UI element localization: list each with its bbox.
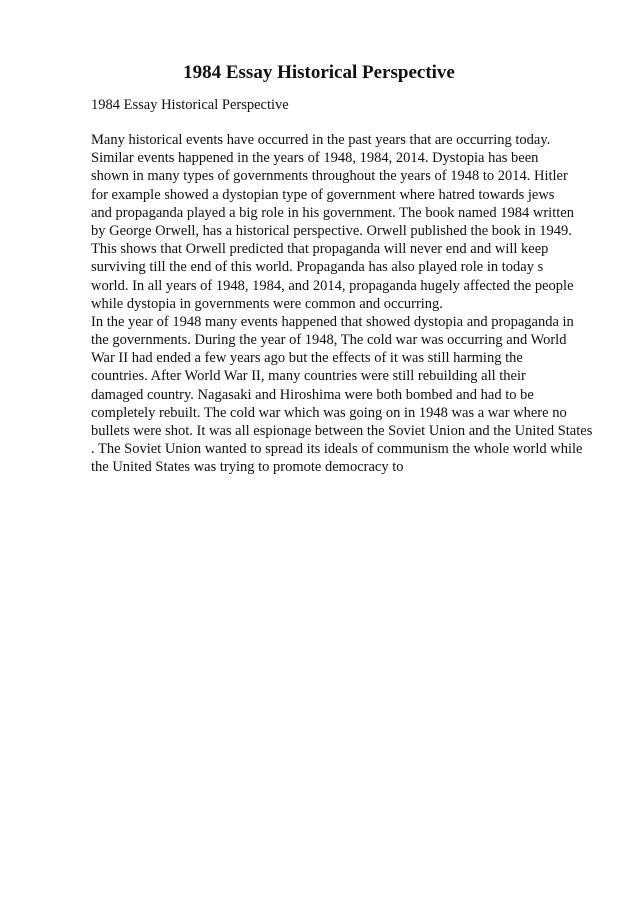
body-line: by George Orwell, has a historical perspective. Orwell published the book in 1949. (91, 222, 572, 239)
body-line: bullets were shot. It was all espionage between the Soviet Union and the United States (91, 423, 593, 439)
body-line: the governments. During the year of 1948, The cold war was occurring and World (91, 332, 567, 349)
body-line: Many historical events have occurred in the past years that are occurring today. (91, 132, 551, 148)
body-line: completely rebuilt. The cold war which was going on in 1948 was a war where no (91, 404, 567, 421)
body-line: damaged country. Nagasaki and Hiroshima were both bombed and had to be (91, 386, 534, 403)
body-line: for example showed a dystopian type of government where hatred towards jews (91, 186, 555, 203)
body-line: and propaganda played a big role in his government. The book named 1984 written (91, 204, 574, 221)
body-line: Similar events happened in the years of 1948, 1984, 2014. Dystopia has been (91, 150, 539, 167)
body-line: world. In all years of 1948, 1984, and 2014, propaganda hugely affected the people (91, 277, 574, 294)
body-line: . The Soviet Union wanted to spread its ideals of communism the whole world while (91, 441, 583, 458)
body-line: This shows that Orwell predicted that propaganda will never end and will keep (91, 241, 549, 258)
body-line: the United States was trying to promote democracy to (91, 459, 404, 476)
body-line: countries. After World War II, many countries were still rebuilding all their (91, 368, 526, 385)
body-line: while dystopia in governments were common and occurring. (91, 295, 443, 312)
body-line: surviving till the end of this world. Propaganda has also played role in today s (91, 259, 544, 276)
document-body (91, 131, 601, 477)
document-title: 1984 Essay Historical Perspective (183, 62, 455, 83)
body-line: War II had ended a few years ago but the effects of it was still harming the (91, 350, 523, 367)
body-line: In the year of 1948 many events happened that showed dystopia and propaganda in (91, 313, 574, 330)
document-subtitle: 1984 Essay Historical Perspective (91, 97, 289, 113)
body-line: shown in many types of governments throughout the years of 1948 to 2014. Hitler (91, 168, 568, 185)
